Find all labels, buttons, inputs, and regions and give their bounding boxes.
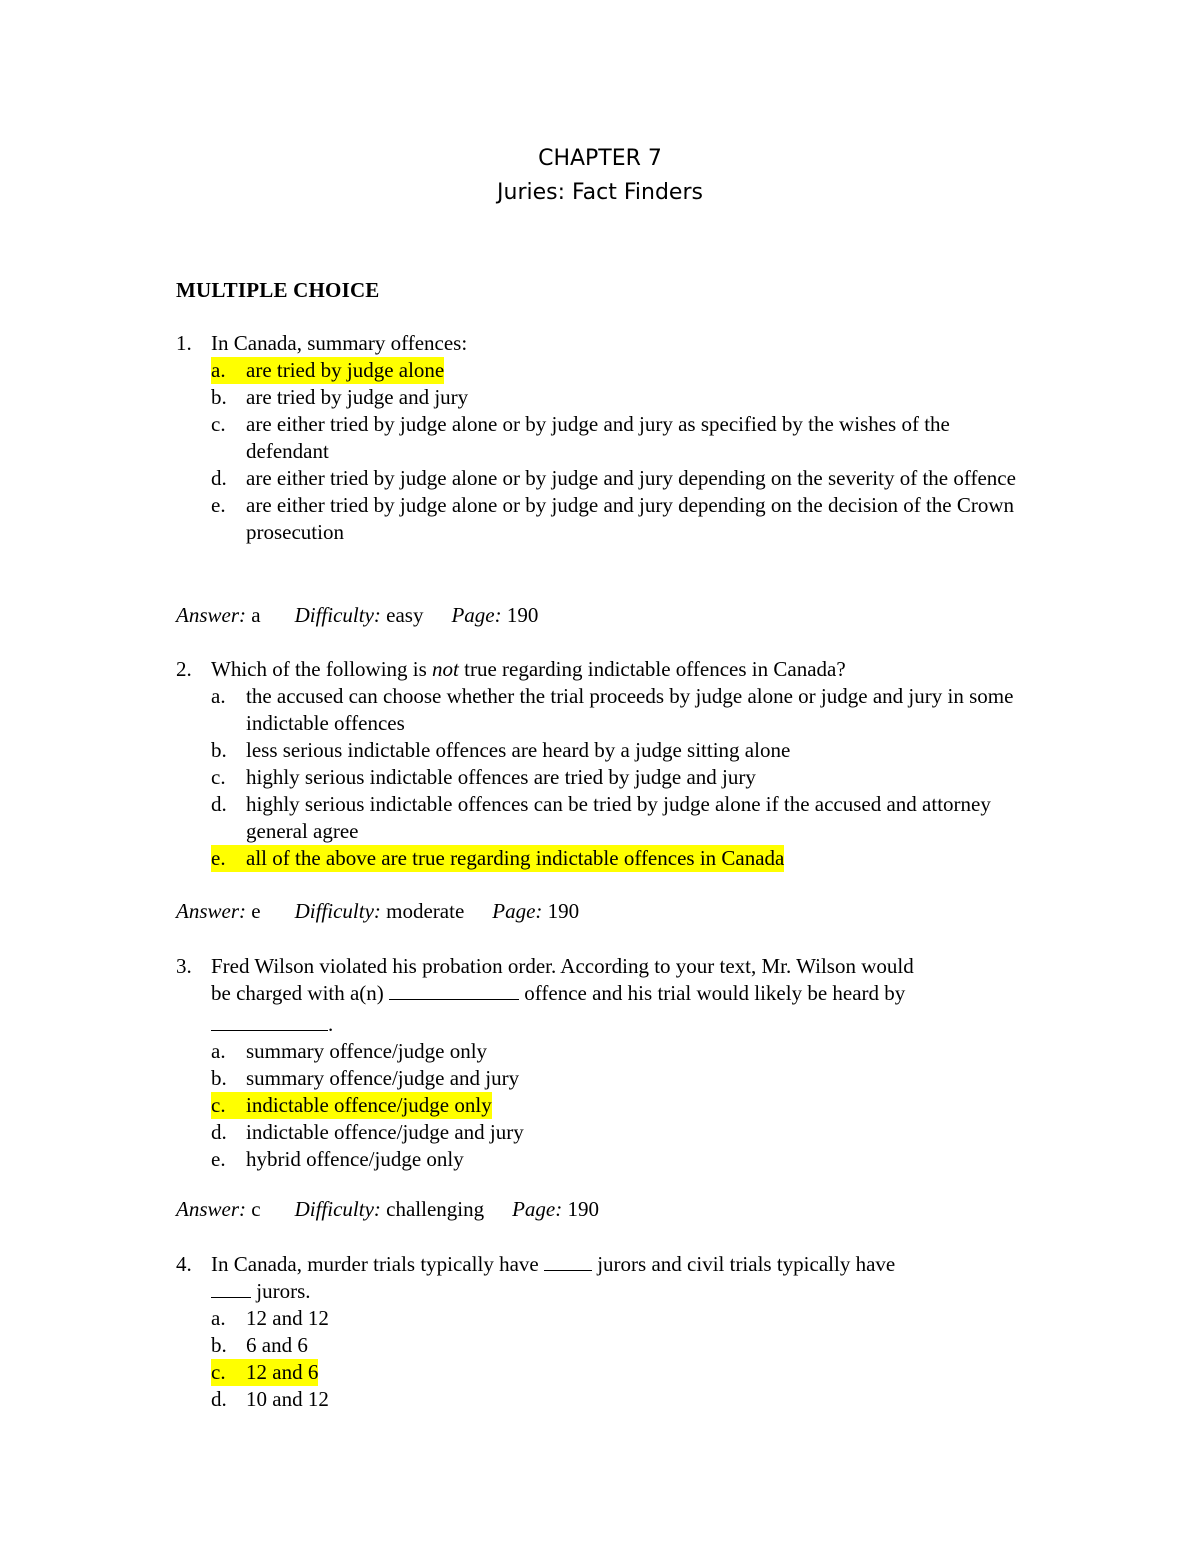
difficulty-value: easy <box>386 603 424 627</box>
question-number: 4. <box>176 1252 192 1276</box>
option-text: summary offence/judge only <box>246 1039 488 1063</box>
question-stem <box>176 656 1026 683</box>
option-b <box>211 1065 1026 1092</box>
question-stem <box>176 330 1026 357</box>
chapter-header <box>0 142 1200 210</box>
question-text: offence and his trial would likely be heard by <box>524 981 906 1005</box>
option-letter: e. <box>211 1147 226 1171</box>
option-letter: e. <box>211 493 226 517</box>
question-text-emphasis: not <box>432 657 459 681</box>
option-letter: b. <box>211 385 227 409</box>
question-text-line-1 <box>211 1251 1026 1278</box>
option-text: highly serious indictable offences can be tried by judge alone if the accused and attorney general agree <box>246 792 991 843</box>
option-text: are either tried by judge alone or by judge and jury as specified by the wishes of the defendant <box>246 412 950 463</box>
option-c <box>211 764 1026 791</box>
answer-label: Answer: <box>176 899 246 923</box>
option-text: 12 and 6 <box>246 1360 319 1384</box>
question-text: . <box>328 1012 334 1036</box>
option-text: highly serious indictable offences are tried by judge and jury <box>246 765 756 789</box>
option-text: 10 and 12 <box>246 1387 329 1411</box>
option-text: less serious indictable offences are heard by a judge sitting alone <box>246 738 791 762</box>
question-text-line-1: Fred Wilson violated his probation order. According to your text, Mr. Wilson would <box>211 954 914 978</box>
option-e <box>211 492 1026 546</box>
option-letter: e. <box>211 846 226 870</box>
question-text: In Canada, summary offences: <box>211 331 468 355</box>
option-letter: d. <box>211 466 227 490</box>
option-d <box>211 465 1026 492</box>
option-letter: c. <box>211 412 226 436</box>
option-a <box>211 683 1026 737</box>
option-text: the accused can choose whether the trial proceeds by judge alone or judge and jury in some indictable offences <box>246 684 1014 735</box>
difficulty-value: challenging <box>386 1197 485 1221</box>
page-label: Page: <box>492 899 543 923</box>
option-text: summary offence/judge and jury <box>246 1066 520 1090</box>
difficulty-label: Difficulty: <box>294 899 381 923</box>
page-value: 190 <box>506 603 539 627</box>
section-title: MULTIPLE CHOICE <box>176 278 380 302</box>
option-text: hybrid offence/judge only <box>246 1147 464 1171</box>
page-value: 190 <box>567 1197 600 1221</box>
option-letter: b. <box>211 738 227 762</box>
question-text-line-2 <box>211 1278 1026 1305</box>
question-text-after: true regarding indictable offences in Canada? <box>464 657 846 681</box>
option-letter: c. <box>211 765 226 789</box>
option-b <box>211 1332 1026 1359</box>
option-b <box>211 384 1026 411</box>
options-list <box>176 357 1026 546</box>
option-c <box>211 1092 492 1119</box>
option-letter: d. <box>211 1120 227 1144</box>
option-a <box>211 357 444 384</box>
option-letter: b. <box>211 1333 227 1357</box>
option-letter: a. <box>211 1306 226 1330</box>
options-list <box>176 1038 1026 1173</box>
question-number: 3. <box>176 954 192 978</box>
question-text: In Canada, murder trials typically have <box>211 1252 539 1276</box>
difficulty-value: moderate <box>386 899 465 923</box>
chapter-title: Juries: Fact Finders <box>497 180 703 205</box>
option-letter: b. <box>211 1066 227 1090</box>
option-letter: c. <box>211 1093 226 1117</box>
option-d <box>211 1119 1026 1146</box>
question-stem <box>176 1251 1026 1305</box>
option-text: 12 and 12 <box>246 1306 329 1330</box>
question-1 <box>176 330 1026 546</box>
question-text-line-2 <box>211 980 1026 1007</box>
answer-label: Answer: <box>176 603 246 627</box>
difficulty-label: Difficulty: <box>294 603 381 627</box>
question-text-before: Which of the following is <box>211 657 427 681</box>
option-text: are tried by judge alone <box>246 358 445 382</box>
option-e <box>211 1146 1026 1173</box>
fill-in-blank <box>389 980 519 1000</box>
option-c <box>211 1359 318 1386</box>
question-number: 2. <box>176 657 192 681</box>
option-b <box>211 737 1026 764</box>
difficulty-label: Difficulty: <box>294 1197 381 1221</box>
question-text-line-3 <box>211 1011 1026 1038</box>
option-text: indictable offence/judge only <box>246 1093 492 1117</box>
question-text: jurors. <box>256 1279 311 1303</box>
chapter-number: CHAPTER 7 <box>538 146 662 171</box>
option-letter: d. <box>211 1387 227 1411</box>
answer-value: e <box>251 899 261 923</box>
question-text: be charged with a(n) <box>211 981 384 1005</box>
page-label: Page: <box>451 603 502 627</box>
option-text: are either tried by judge alone or by judge and jury depending on the severity of the offence <box>246 466 1016 490</box>
answer-value: c <box>251 1197 261 1221</box>
option-e <box>211 845 784 872</box>
answer-line-1 <box>176 602 538 629</box>
page-value: 190 <box>547 899 580 923</box>
options-list <box>176 683 1026 872</box>
option-d <box>211 1386 1026 1413</box>
question-stem <box>176 953 1026 1038</box>
option-text: are either tried by judge alone or by judge and jury depending on the decision of the Crown prosecution <box>246 493 1015 544</box>
page-label: Page: <box>512 1197 563 1221</box>
answer-line-2 <box>176 898 579 925</box>
option-d <box>211 791 1026 845</box>
option-a <box>211 1038 1026 1065</box>
question-3 <box>176 953 1026 1173</box>
option-letter: a. <box>211 358 226 382</box>
fill-in-blank <box>544 1251 592 1271</box>
option-c <box>211 411 1026 465</box>
answer-line-3 <box>176 1196 599 1223</box>
option-text: all of the above are true regarding indictable offences in Canada <box>246 846 785 870</box>
option-a <box>211 1305 1026 1332</box>
question-text: jurors and civil trials typically have <box>597 1252 896 1276</box>
option-letter: a. <box>211 684 226 708</box>
question-2 <box>176 656 1026 872</box>
options-list <box>176 1305 1026 1413</box>
question-number: 1. <box>176 331 192 355</box>
question-4 <box>176 1251 1026 1413</box>
option-text: indictable offence/judge and jury <box>246 1120 524 1144</box>
fill-in-blank <box>211 1011 328 1031</box>
option-letter: d. <box>211 792 227 816</box>
fill-in-blank <box>211 1278 251 1298</box>
option-text: 6 and 6 <box>246 1333 308 1357</box>
option-letter: c. <box>211 1360 226 1384</box>
answer-value: a <box>251 603 261 627</box>
option-letter: a. <box>211 1039 226 1063</box>
option-text: are tried by judge and jury <box>246 385 469 409</box>
answer-label: Answer: <box>176 1197 246 1221</box>
